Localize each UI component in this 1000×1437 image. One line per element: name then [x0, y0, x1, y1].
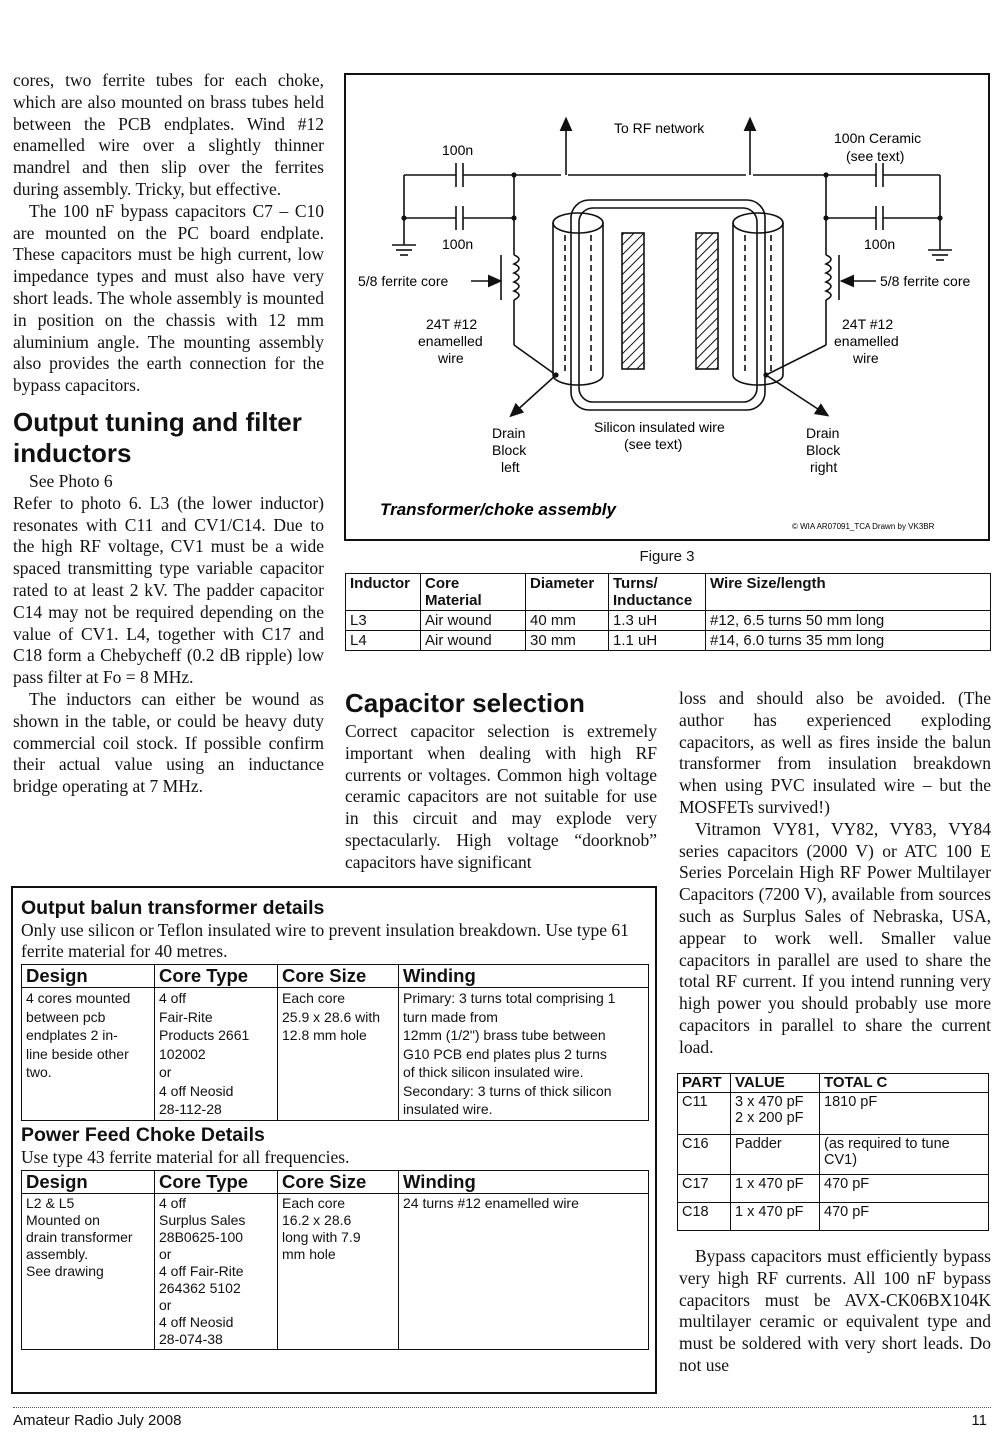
table-cell: #14, 6.0 turns 35 mm long	[706, 631, 991, 651]
label-drain-right: right	[810, 459, 838, 475]
table-cell: Padder	[731, 1135, 820, 1175]
table-cell: 1.1 uH	[609, 631, 706, 651]
col-header: Design	[22, 1170, 155, 1193]
table-cell: 4 off Fair-Rite Products 2661 102002 or 4 off Neosid 28-112-28	[155, 988, 278, 1121]
table-cell: Each core 25.9 x 28.6 with 12.8 mm hole	[278, 988, 399, 1121]
label-drain-right: Drain	[806, 425, 840, 441]
table-cell: L4	[346, 631, 421, 651]
col-header: TOTAL C	[820, 1074, 989, 1093]
label-drain-right: Block	[806, 442, 841, 458]
table-cell: 1 x 470 pF	[731, 1203, 820, 1231]
section-heading-capacitor: Capacitor selection	[345, 688, 585, 718]
col-header: Core Type	[155, 965, 278, 988]
table-row	[346, 611, 991, 631]
col-header: VALUE	[731, 1074, 820, 1093]
label-wire-left: 24T #12	[426, 316, 478, 332]
footer-rule	[13, 1407, 991, 1408]
table-cell: L2 & L5 Mounted on drain transformer assembly. See drawing	[22, 1193, 155, 1349]
label-cap-top-left: 100n	[442, 142, 474, 158]
label-cap-bottom-left: 100n	[442, 236, 474, 252]
table-row	[22, 1193, 649, 1349]
table-row	[678, 1093, 989, 1135]
table-cell: 40 mm	[526, 611, 609, 631]
label-cap-bottom-right: 100n	[864, 236, 896, 252]
figure-transformer-choke	[344, 73, 990, 541]
label-wire-right: wire	[853, 350, 879, 366]
body-paragraph: Refer to photo 6. L3 (the lower inductor) resonates with C11 and CV1/C14. Due to the high RF voltage, CV1 must be a wide spaced transmitting type variable capacitor rated to at least 2 kV. The padder capacitor C14 may not be required depending on the value of CV1. L4, together with C17 and C18 form a Chebycheff (0.2 dB ripple) low pass filter at Fo = 8 MHz.	[13, 492, 324, 688]
label-ferrite-left: 5/8 ferrite core	[358, 273, 449, 289]
table-cell: 470 pF	[820, 1203, 989, 1231]
table-cell: 30 mm	[526, 631, 609, 651]
body-paragraph: Correct capacitor selection is extremely important when dealing with high RF currents or voltages. Common high voltage ceramic capacitors are not suitable for use in this circuit and may explode very spectacularly. High voltage “doorknob” capacitors have significant	[345, 721, 657, 872]
table-cell: (as required to tune CV1)	[820, 1135, 989, 1175]
inductor-table	[345, 573, 991, 651]
table-row	[678, 1175, 989, 1203]
capacitor-section	[345, 688, 657, 874]
col-header: Core Type	[155, 1170, 278, 1193]
see-photo-note: See Photo 6	[29, 470, 113, 491]
body-paragraph: The inductors can either be wound as shown in the table, or could be heavy duty commercial coil stock. If possible confirm their actual value using an inductance bridge operating at 7 MHz.	[13, 688, 324, 797]
choke-note: Use type 43 ferrite material for all frequencies.	[21, 1146, 350, 1167]
label-wire-right: 24T #12	[842, 316, 894, 332]
label-silicon-wire-note: (see text)	[624, 436, 683, 452]
label-cap-top-right-note: (see text)	[846, 148, 905, 164]
col-header: Turns/ Inductance	[609, 574, 706, 611]
left-column	[13, 70, 324, 798]
label-silicon-wire: Silicon insulated wire	[594, 419, 725, 435]
table-cell: Primary: 3 turns total comprising 1 turn made from 12mm (1/2") brass tube between G10 PCB end plates plus 2 turns of thick silicon insulated wire. Secondary: 3 turns of thick silicon insulated wire.	[399, 988, 649, 1121]
balun-title: Output balun transformer details	[21, 897, 325, 919]
table-cell: C17	[678, 1175, 731, 1203]
col-header: Core Size	[278, 1170, 399, 1193]
table-row	[678, 1135, 989, 1175]
col-header: Winding	[399, 1170, 649, 1193]
col-header: Inductor	[346, 574, 421, 611]
table-header-row	[22, 965, 649, 988]
table-cell: 1.3 uH	[609, 611, 706, 631]
choke-table	[21, 1170, 649, 1350]
col-header: Core Size	[278, 965, 399, 988]
table-cell: Air wound	[421, 611, 526, 631]
balun-details-box	[11, 886, 657, 1394]
table-header-row	[346, 574, 991, 611]
label-wire-left: wire	[438, 350, 464, 366]
transformer-diagram	[346, 75, 988, 539]
table-cell: Air wound	[421, 631, 526, 651]
body-paragraph: Bypass capacitors must efficiently bypass very high RF currents. All 100 nF bypass capacitors must be AVX-CK06BX104K multilayer ceramic or equivalent type and must be soldered with very short leads. Do not use	[679, 1246, 991, 1375]
table-cell: Each core 16.2 x 28.6 long with 7.9 mm hole	[278, 1193, 399, 1349]
table-cell: 1 x 470 pF	[731, 1175, 820, 1203]
table-cell: 24 turns #12 enamelled wire	[399, 1193, 649, 1349]
table-cell: 1810 pF	[820, 1093, 989, 1135]
label-drain-left: Block	[492, 442, 527, 458]
table-cell: 3 x 470 pF 2 x 200 pF	[731, 1093, 820, 1135]
col-header: Design	[22, 965, 155, 988]
right-column	[679, 688, 991, 1059]
col-header: Diameter	[526, 574, 609, 611]
table-row	[22, 988, 649, 1121]
table-cell: C16	[678, 1135, 731, 1175]
figure-caption: Figure 3	[639, 548, 695, 565]
table-row	[346, 631, 991, 651]
capacitor-table	[677, 1073, 989, 1231]
table-cell: L3	[346, 611, 421, 631]
section-heading-output-tuning: Output tuning and filter inductors	[13, 406, 302, 468]
bypass-paragraph-block	[679, 1246, 991, 1377]
table-header-row	[678, 1074, 989, 1093]
table-cell: 4 off Surplus Sales 28B0625-100 or 4 off Fair-Rite 264362 5102 or 4 off Neosid 28-074-38	[155, 1193, 278, 1349]
label-drain-left: Drain	[492, 425, 526, 441]
choke-title: Power Feed Choke Details	[21, 1123, 265, 1146]
balun-note: Only use silicon or Teflon insulated wire to prevent insulation breakdown. Use type 61 ferrite material for 40 metres.	[21, 920, 629, 961]
label-wire-left: enamelled	[418, 333, 483, 349]
col-header: Winding	[399, 965, 649, 988]
col-header: Wire Size/length	[706, 574, 991, 611]
col-header: Core Material	[421, 574, 526, 611]
label-ferrite-right: 5/8 ferrite core	[880, 273, 971, 289]
figure-credit: © WIA AR07091_TCA Drawn by VK3BR	[792, 522, 935, 531]
table-row	[678, 1203, 989, 1231]
table-cell: C18	[678, 1203, 731, 1231]
body-paragraph: cores, two ferrite tubes for each choke, which are also mounted on brass tubes held between the PCB endplates. Wind #12 enamelled wire over a slightly thinner mandrel and then slip over the ferrites during assembly. Tricky, but effective.	[13, 70, 324, 199]
body-paragraph: loss and should also be avoided. (The author has experienced exploding capacitors, as well as fires inside the balun transformer from insulation breakdown when using PVC insulated wire – but the MOSFETs survived!)	[679, 688, 991, 817]
table-cell: 4 cores mounted between pcb endplates 2 in- line beside other two.	[22, 988, 155, 1121]
figure-title: Transformer/choke assembly	[380, 500, 616, 519]
table-cell: C11	[678, 1093, 731, 1135]
balun-table	[21, 964, 649, 1121]
footer-publication: Amateur Radio July 2008	[13, 1412, 182, 1429]
table-cell: 470 pF	[820, 1175, 989, 1203]
label-wire-right: enamelled	[834, 333, 899, 349]
page-number: 11	[971, 1412, 987, 1429]
table-header-row	[22, 1170, 649, 1193]
body-paragraph: The 100 nF bypass capacitors C7 – C10 are mounted on the PC board endplate. These capacitors must be high current, low impedance types and must also have very short leads. The whole assembly is mounted in position on the chassis with 12 mm aluminium angle. The mounting assembly also provides the earth connection for the bypass capacitors.	[13, 200, 324, 396]
label-cap-top-right: 100n Ceramic	[834, 130, 922, 146]
label-to-rf: To RF network	[614, 120, 705, 136]
col-header: PART	[678, 1074, 731, 1093]
body-paragraph: Vitramon VY81, VY82, VY83, VY84 series capacitors (2000 V) or ATC 100 E Series Porcelain High RF Power Multilayer Capacitors (7200 V), available from sources such as Surplus Sales of Nebraska, USA, appear to work well. Smaller value capacitors in parallel are used to share the total RF current. If you intend running very high power you should probably use more capacitors in parallel to share the current load.	[679, 818, 991, 1057]
label-drain-left: left	[501, 459, 520, 475]
table-cell: #12, 6.5 turns 50 mm long	[706, 611, 991, 631]
